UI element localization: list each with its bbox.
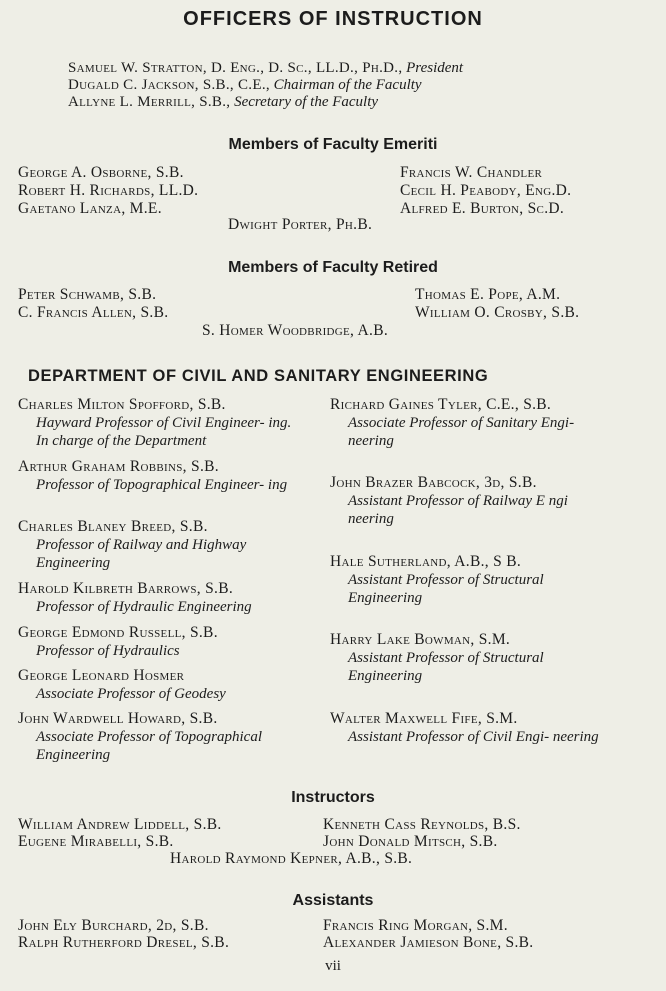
page-number: vii	[325, 958, 341, 974]
faculty-entry	[330, 631, 616, 685]
officer-secretary: Allyne L. Merrill, S.B., Secretary of the Faculty	[68, 94, 379, 110]
officer-president: Samuel W. Stratton, D. Eng., D. Sc., LL.D., Ph.D., President	[68, 60, 464, 76]
assistants-heading: Assistants	[292, 892, 374, 909]
faculty-entry	[18, 396, 304, 450]
faculty-title: Professor of Hydraulic Engineering	[36, 599, 252, 615]
emeritus-name: Dwight Porter, Ph.B.	[228, 216, 373, 233]
faculty-entry	[330, 710, 616, 746]
faculty-title: Associate Professor of Geodesy	[36, 686, 226, 702]
faculty-title: Professor of Topographical Engineer- ing	[36, 477, 288, 493]
emeritus-name: Alfred E. Burton, Sc.D.	[400, 200, 565, 217]
emeriti-heading: Members of Faculty Emeriti	[228, 136, 438, 153]
retired-heading: Members of Faculty Retired	[228, 259, 438, 276]
faculty-entry	[18, 518, 304, 572]
emeritus-name: Robert H. Richards, LL.D.	[18, 182, 199, 199]
officer-chairman: Dugald C. Jackson, S.B., C.E., Chairman of the Faculty	[68, 77, 422, 93]
faculty-entry	[18, 667, 304, 703]
page-title: OFFICERS OF INSTRUCTION	[183, 8, 483, 30]
emeritus-name: Gaetano Lanza, M.E.	[18, 200, 162, 217]
faculty-entry	[330, 474, 616, 528]
faculty-title: Professor of Railway and Highway Engineering	[36, 537, 247, 571]
faculty-name: John Wardwell Howard, S.B.	[18, 710, 218, 727]
faculty-title: Assistant Professor of Structural Engineering	[348, 572, 544, 606]
faculty-entry	[330, 553, 616, 607]
faculty-name: Charles Blaney Breed, S.B.	[18, 518, 208, 535]
instructor-name: Eugene Mirabelli, S.B.	[18, 833, 174, 850]
assistant-name: Francis Ring Morgan, S.M.	[323, 917, 508, 934]
assistant-name: Alexander Jamieson Bone, S.B.	[323, 934, 534, 951]
instructor-name: William Andrew Liddell, S.B.	[18, 816, 222, 833]
instructor-name: Kenneth Cass Reynolds, B.S.	[323, 816, 521, 833]
faculty-title: Assistant Professor of Civil Engi- neering	[348, 729, 599, 745]
faculty-name: John Brazer Babcock, 3d, S.B.	[330, 474, 537, 491]
faculty-name: Hale Sutherland, A.B., S B.	[330, 553, 522, 570]
retired-name: Peter Schwamb, S.B.	[18, 286, 157, 303]
faculty-entry	[330, 396, 616, 450]
faculty-title: Assistant Professor of Structural Engineering	[348, 650, 544, 684]
emeritus-name: Francis W. Chandler	[400, 164, 543, 181]
faculty-title: Professor of Hydraulics	[36, 643, 180, 659]
faculty-title: Assistant Professor of Railway E ngi neering	[348, 493, 568, 527]
emeritus-name: George A. Osborne, S.B.	[18, 164, 184, 181]
instructor-name: John Donald Mitsch, S.B.	[323, 833, 498, 850]
faculty-entry	[18, 580, 304, 616]
faculty-entry	[18, 710, 304, 764]
faculty-entry	[18, 624, 304, 660]
faculty-name: Walter Maxwell Fife, S.M.	[330, 710, 518, 727]
faculty-entry	[18, 458, 304, 494]
department-heading: DEPARTMENT OF CIVIL AND SANITARY ENGINEERING	[28, 367, 489, 385]
faculty-title: Hayward Professor of Civil Engineer- ing. In charge of the Department	[36, 415, 292, 449]
faculty-title: Associate Professor of Topographical Engineering	[36, 729, 262, 763]
faculty-name: George Edmond Russell, S.B.	[18, 624, 218, 641]
assistant-name: Ralph Rutherford Dresel, S.B.	[18, 934, 230, 951]
retired-name: Thomas E. Pope, A.M.	[415, 286, 561, 303]
retired-name: William O. Crosby, S.B.	[415, 304, 580, 321]
retired-name: S. Homer Woodbridge, A.B.	[202, 322, 389, 339]
faculty-name: Harry Lake Bowman, S.M.	[330, 631, 511, 648]
faculty-name: Charles Milton Spofford, S.B.	[18, 396, 226, 413]
faculty-name: Arthur Graham Robbins, S.B.	[18, 458, 219, 475]
faculty-title: Associate Professor of Sanitary Engi- neering	[348, 415, 575, 449]
instructors-heading: Instructors	[291, 789, 375, 806]
retired-name: C. Francis Allen, S.B.	[18, 304, 169, 321]
faculty-name: Harold Kilbreth Barrows, S.B.	[18, 580, 234, 597]
emeritus-name: Cecil H. Peabody, Eng.D.	[400, 182, 572, 199]
faculty-name: Richard Gaines Tyler, C.E., S.B.	[330, 396, 552, 413]
faculty-name: George Leonard Hosmer	[18, 667, 185, 684]
assistant-name: John Ely Burchard, 2d, S.B.	[18, 917, 209, 934]
instructor-name: Harold Raymond Kepner, A.B., S.B.	[170, 850, 413, 867]
